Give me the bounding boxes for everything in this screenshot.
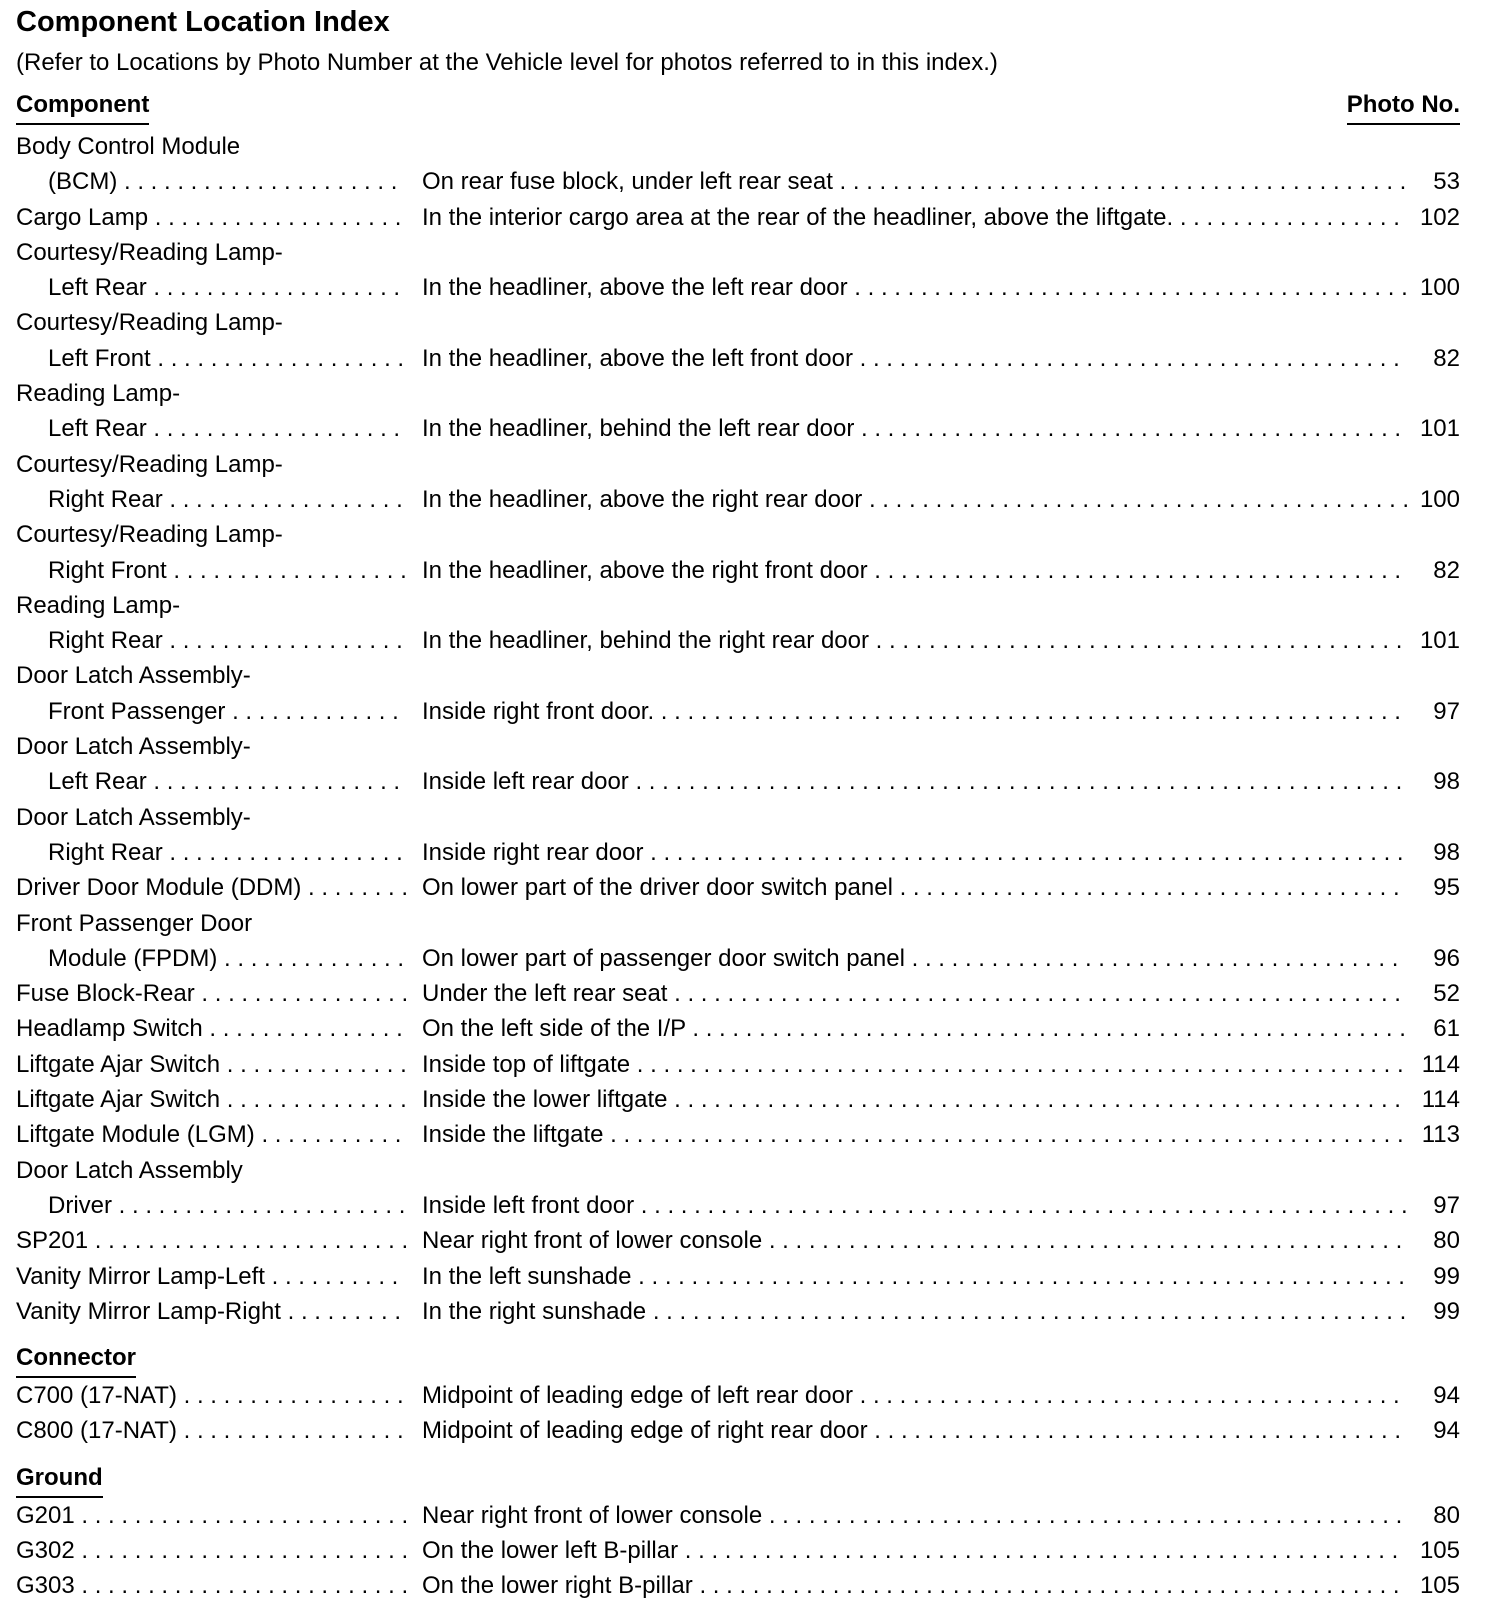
component-name: Liftgate Ajar Switch . . .	[16, 1047, 406, 1082]
component-name: Right Rear . . .	[48, 835, 406, 870]
index-entry-row	[0, 200, 1504, 235]
component-name: Courtesy/Reading Lamp-	[16, 450, 283, 478]
photo-number: 100	[1412, 482, 1460, 517]
index-entry-row	[0, 976, 1504, 1011]
component-name: Cargo Lamp . . .	[16, 200, 406, 235]
component-location: On the lower left B-pillar . . .	[422, 1533, 1407, 1568]
index-entry-name-line	[0, 129, 1504, 164]
component-name: Left Front . . .	[48, 341, 406, 376]
index-entry-row	[0, 1378, 1504, 1413]
component-name: Door Latch Assembly-	[16, 733, 251, 761]
component-name: (BCM) . . .	[48, 164, 406, 199]
index-entry-row	[0, 1082, 1504, 1117]
index-entry-row	[0, 870, 1504, 905]
index-entry-row	[0, 164, 1504, 199]
index-entry-name-line	[0, 447, 1504, 482]
component-name: G201 . . .	[16, 1498, 406, 1533]
index-entry-name-line	[0, 517, 1504, 552]
index-entry-row	[0, 764, 1504, 799]
section-heading-label: Connector	[16, 1342, 136, 1378]
index-entry-row	[0, 1011, 1504, 1046]
photo-number: 94	[1425, 1378, 1460, 1413]
component-name: Driver Door Module (DDM) . . .	[16, 870, 406, 905]
index-entry-row	[0, 482, 1504, 517]
section-heading-label: Ground	[16, 1462, 103, 1498]
index-entry-row	[0, 1533, 1504, 1568]
component-location: In the right sunshade . . .	[422, 1294, 1407, 1329]
index-entry-name-line	[0, 800, 1504, 835]
component-name: C700 (17-NAT) . . .	[16, 1378, 406, 1413]
photo-number: 52	[1425, 976, 1460, 1011]
photo-number: 101	[1412, 411, 1460, 446]
component-location: Inside right rear door . . .	[422, 835, 1407, 870]
index-entry-row	[0, 1047, 1504, 1082]
photo-number: 99	[1425, 1294, 1460, 1329]
photo-number: 105	[1412, 1568, 1460, 1603]
photo-number: 114	[1414, 1047, 1460, 1082]
component-name: Courtesy/Reading Lamp-	[16, 521, 283, 549]
photo-number: 80	[1425, 1223, 1460, 1258]
component-location: In the interior cargo area at the rear of the headliner, above the liftgate. . . .	[422, 200, 1407, 235]
photo-number: 98	[1425, 835, 1460, 870]
component-location: On rear fuse block, under left rear seat . . .	[422, 164, 1407, 199]
component-name: Right Rear . . .	[48, 623, 406, 658]
index-entry-row	[0, 1413, 1504, 1448]
component-name: Reading Lamp-	[16, 591, 181, 619]
component-name: Left Rear . . .	[48, 270, 406, 305]
index-entry-name-line	[0, 729, 1504, 764]
component-name: Left Rear . . .	[48, 764, 406, 799]
component-list	[0, 129, 1504, 1604]
section-heading	[0, 1329, 1504, 1378]
photo-number: 82	[1425, 553, 1460, 588]
component-name: Courtesy/Reading Lamp-	[16, 309, 283, 337]
component-name: SP201 . . .	[16, 1223, 406, 1258]
component-location: Inside the liftgate . . .	[422, 1117, 1407, 1152]
index-entry-row	[0, 1568, 1504, 1603]
component-location: On the lower right B-pillar . . .	[422, 1568, 1407, 1603]
index-entry-row	[0, 411, 1504, 446]
photo-number: 82	[1425, 341, 1460, 376]
photo-number: 94	[1425, 1413, 1460, 1448]
component-name: C800 (17-NAT) . . .	[16, 1413, 406, 1448]
photo-number: 97	[1425, 694, 1460, 729]
index-entry-row	[0, 341, 1504, 376]
index-entry-row	[0, 1498, 1504, 1533]
photo-number: 114	[1414, 1082, 1460, 1117]
component-location: On the left side of the I/P . . .	[422, 1011, 1407, 1046]
index-entry-row	[0, 1294, 1504, 1329]
component-location: Midpoint of leading edge of right rear door . . .	[422, 1413, 1407, 1448]
index-entry-row	[0, 1259, 1504, 1294]
component-name: Module (FPDM) . . .	[48, 941, 406, 976]
component-location: Inside left front door . . .	[422, 1188, 1407, 1223]
component-location: In the headliner, above the left front door . . .	[422, 341, 1407, 376]
page-subtitle: (Refer to Locations by Photo Number at the Vehicle level for photos referred to in this index.)	[16, 49, 998, 76]
index-entry-row	[0, 835, 1504, 870]
component-name: G303 . . .	[16, 1568, 406, 1603]
photo-number: 98	[1425, 764, 1460, 799]
photo-number: 97	[1425, 1188, 1460, 1223]
index-entry-name-line	[0, 906, 1504, 941]
component-location: Inside right front door. . . .	[422, 694, 1407, 729]
index-entry-name-line	[0, 305, 1504, 340]
index-entry-name-line	[0, 376, 1504, 411]
index-entry-row	[0, 623, 1504, 658]
index-entry-name-line	[0, 235, 1504, 270]
photo-number: 113	[1414, 1117, 1460, 1152]
section-heading	[0, 1449, 1504, 1498]
component-name: Courtesy/Reading Lamp-	[16, 238, 283, 266]
component-name: Door Latch Assembly-	[16, 662, 251, 690]
photo-number: 100	[1412, 270, 1460, 305]
photo-number: 95	[1425, 870, 1460, 905]
index-entry-row	[0, 1188, 1504, 1223]
component-name: Fuse Block-Rear . . .	[16, 976, 406, 1011]
component-location: In the headliner, above the right front door . . .	[422, 553, 1407, 588]
component-name: Door Latch Assembly-	[16, 803, 251, 831]
page-title: Component Location Index	[16, 6, 390, 38]
component-location: Midpoint of leading edge of left rear door . . .	[422, 1378, 1407, 1413]
index-entry-row	[0, 1117, 1504, 1152]
component-name: Door Latch Assembly	[16, 1156, 243, 1184]
photo-number: 80	[1425, 1498, 1460, 1533]
component-location: In the left sunshade . . .	[422, 1259, 1407, 1294]
component-location: On lower part of the driver door switch panel . . .	[422, 870, 1407, 905]
component-location: In the headliner, above the left rear door . . .	[422, 270, 1407, 305]
component-location: Near right front of lower console . . .	[422, 1498, 1407, 1533]
component-location: In the headliner, behind the left rear door . . .	[422, 411, 1407, 446]
index-entry-row	[0, 694, 1504, 729]
index-entry-name-line	[0, 1153, 1504, 1188]
photo-number: 99	[1425, 1259, 1460, 1294]
component-location: Near right front of lower console . . .	[422, 1223, 1407, 1258]
component-name: Front Passenger Door	[16, 909, 253, 937]
component-location: In the headliner, above the right rear door . . .	[422, 482, 1407, 517]
component-location: Inside top of liftgate . . .	[422, 1047, 1407, 1082]
photo-number: 102	[1412, 200, 1460, 235]
component-name: Left Rear . . .	[48, 411, 406, 446]
component-name: Right Rear . . .	[48, 482, 406, 517]
photo-number: 101	[1412, 623, 1460, 658]
index-entry-row	[0, 270, 1504, 305]
index-entry-row	[0, 1223, 1504, 1258]
index-entry-row	[0, 941, 1504, 976]
component-name: G302 . . .	[16, 1533, 406, 1568]
photo-number: 53	[1425, 164, 1460, 199]
component-name: Driver . . .	[48, 1188, 406, 1223]
component-location: In the headliner, behind the right rear door . . .	[422, 623, 1407, 658]
photo-number: 61	[1425, 1011, 1460, 1046]
component-name: Vanity Mirror Lamp-Left . . .	[16, 1259, 406, 1294]
component-name: Liftgate Module (LGM) . . .	[16, 1117, 406, 1152]
component-name: Liftgate Ajar Switch . . .	[16, 1082, 406, 1117]
component-name: Headlamp Switch . . .	[16, 1011, 406, 1046]
column-header-photo-no: Photo No.	[1347, 89, 1460, 125]
index-entry-name-line	[0, 588, 1504, 623]
component-name: Body Control Module	[16, 133, 241, 160]
component-location: Under the left rear seat . . .	[422, 976, 1407, 1011]
component-name: Front Passenger . . .	[48, 694, 406, 729]
component-name: Right Front . . .	[48, 553, 406, 588]
photo-number: 96	[1425, 941, 1460, 976]
photo-number: 105	[1412, 1533, 1460, 1568]
component-name: Reading Lamp-	[16, 380, 181, 408]
component-name: Vanity Mirror Lamp-Right . . .	[16, 1294, 406, 1329]
index-entry-row	[0, 553, 1504, 588]
component-location: On lower part of passenger door switch panel . . .	[422, 941, 1407, 976]
component-location: Inside the lower liftgate . . .	[422, 1082, 1407, 1117]
column-header-component: Component	[16, 89, 149, 125]
index-entry-name-line	[0, 658, 1504, 693]
component-location: Inside left rear door . . .	[422, 764, 1407, 799]
